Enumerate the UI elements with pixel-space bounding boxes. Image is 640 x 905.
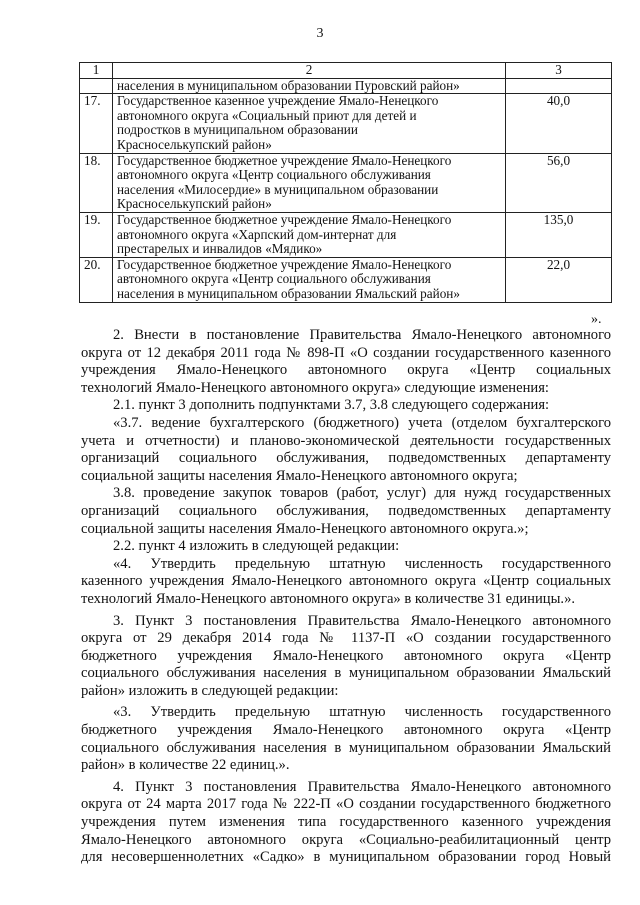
continuation-line: населения в муниципальном образовании Пуровский район» <box>117 77 460 93</box>
table-header-row <box>80 63 612 79</box>
page-number: 3 <box>316 26 324 41</box>
paragraph-3-7: «3.7. ведение бухгалтерского (бюджетного) учета (отделом бухгалтерского учета и отчетности) и планово-экономической деятельности государственных организаций социального обслуживания, подведомственных департаменту социальной защиты населения Ямало-Ненецкого автономного округа; <box>81 414 611 484</box>
row-number: 18. <box>80 153 113 212</box>
institution-name: Государственное бюджетное учреждение Ямало-Ненецкого автономного округа «Центр социального обслуживания населения в муниципальном образовании Ямальский район» <box>113 257 506 302</box>
body-text <box>81 327 611 867</box>
paragraph-quote-3: «3. Утвердить предельную штатную численность государственного бюджетного учреждения Ямало-Ненецкого автономного округа «Центр социального обслуживания населения в муниципальном образовании Ямальский район» в количестве 22 единиц.». <box>81 704 611 774</box>
row-number: 20. <box>80 257 113 302</box>
table-row <box>80 78 612 94</box>
paragraph-2-2: 2.2. пункт 4 изложить в следующей редакции: <box>113 538 400 555</box>
institutions-table <box>79 62 612 303</box>
header-cell: 3 <box>506 63 612 79</box>
table-row <box>80 257 612 302</box>
row-number: 19. <box>80 212 113 257</box>
row-value: 40,0 <box>506 94 612 153</box>
paragraph-3: 3. Пункт 3 постановления Правительства Ямало-Ненецкого автономного округа от 29 декабря 2014 года № 1137-П «О создании государственного бюджетного учреждения Ямало-Ненецкого автономного округа «Центр социального обслуживания населения в муниципальном образовании Ямальский район» изложить в следующей редакции: <box>81 612 611 699</box>
institution-name: Государственное казенное учреждение Ямало-Ненецкого автономного округа «Социальный приют для детей и подростков в муниципальном образовании Красноселькупский район» <box>113 94 506 153</box>
row-value: 22,0 <box>506 257 612 302</box>
paragraph-2-1: 2.1. пункт 3 дополнить подпунктами 3.7, 3.8 следующего содержания: <box>113 397 550 414</box>
row-value: 135,0 <box>506 212 612 257</box>
paragraph-4: 4. Пункт 3 постановления Правительства Ямало-Ненецкого автономного округа от 24 марта 2017 года № 222-П «О создании государственного бюджетного учреждения путем изменения типа государственного казенного учреждения Ямало-Ненецкого автономного округа «Социально-реабилитационный центр для несовершеннолетних «Садко» в муниципальном образовании город Новый <box>81 778 611 866</box>
row-value: 56,0 <box>506 153 612 212</box>
closing-quote: ». <box>591 312 602 327</box>
header-cell: 1 <box>80 63 113 79</box>
table-row <box>80 212 612 257</box>
paragraph-2: 2. Внести в постановление Правительства Ямало-Ненецкого автономного округа от 12 декабря 2011 года № 898-П «О создании государственного казенного учреждения Ямало-Ненецкого автономного округа «Центр социальных технологий Ямало-Ненецкого автономного округа» следующие изменения: <box>81 327 611 396</box>
paragraph-quote-4: «4. Утвердить предельную штатную численность государственного казенного учреждения Ямало-Ненецкого автономного округа «Центр социальных технологий Ямало-Ненецкого автономного округа» в количестве 31 единицы.». <box>81 555 611 607</box>
institution-name: Государственное бюджетное учреждение Ямало-Ненецкого автономного округа «Харпский дом-интернат для престарелых и инвалидов «Мядико» <box>113 212 506 257</box>
header-cell: 2 <box>113 63 506 79</box>
row-number: 17. <box>80 94 113 153</box>
institution-name: Государственное бюджетное учреждение Ямало-Ненецкого автономного округа «Центр социального обслуживания населения «Милосердие» в муниципальном образовании Красноселькупский район» <box>113 153 506 212</box>
table-row <box>80 94 612 153</box>
paragraph-3-8: 3.8. проведение закупок товаров (работ, услуг) для нужд государственных организаций социального обслуживания, подведомственных департаменту социальной защиты населения Ямало-Ненецкого автономного округа.»; <box>81 485 611 537</box>
table-row <box>80 153 612 212</box>
